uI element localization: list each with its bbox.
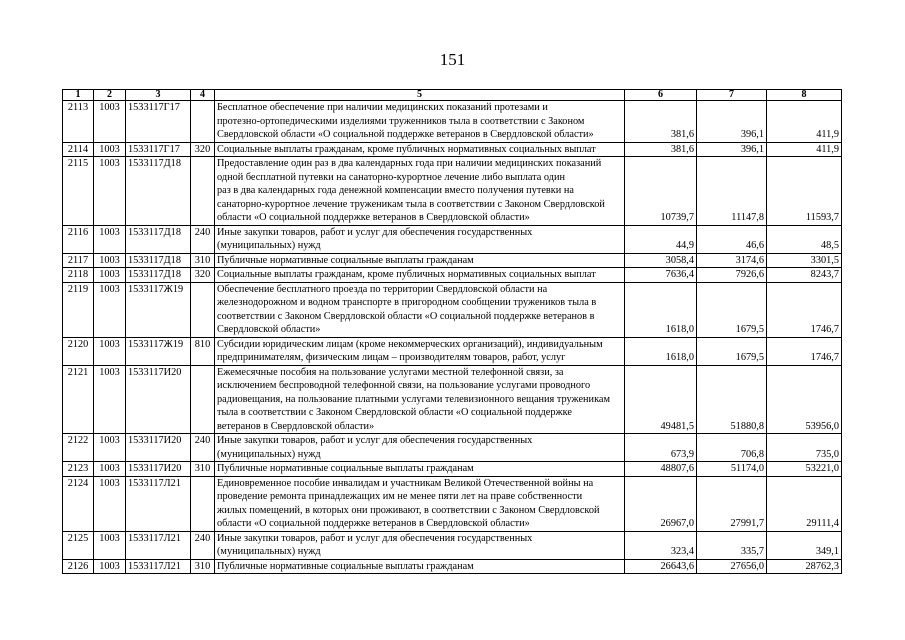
section-code-cell: 1003 xyxy=(94,101,126,143)
description-cell xyxy=(215,101,625,143)
amount-cell: 673,9 xyxy=(625,434,697,462)
table-row xyxy=(63,101,842,143)
table-row xyxy=(63,476,842,531)
amount-cell: 10739,7 xyxy=(625,157,697,226)
row-number-cell: 2113 xyxy=(63,101,94,143)
table-row xyxy=(63,142,842,157)
description-cell xyxy=(215,282,625,337)
description-line: Иные закупки товаров, работ и услуг для обеспечения государственных xyxy=(217,226,533,238)
description-cell xyxy=(215,268,625,283)
amount-cell: 381,6 xyxy=(625,101,697,143)
column-header: 2 xyxy=(94,90,126,101)
description-cell xyxy=(215,365,625,434)
target-article-cell: 1533117Д18 xyxy=(126,157,191,226)
amount-cell: 349,1 xyxy=(767,531,842,559)
target-article-cell: 1533117Г17 xyxy=(126,101,191,143)
amount-cell: 46,6 xyxy=(697,225,767,253)
amount-cell: 1746,7 xyxy=(767,337,842,365)
amount-cell: 381,6 xyxy=(625,142,697,157)
description-cell xyxy=(215,157,625,226)
amount-cell: 706,8 xyxy=(697,434,767,462)
expense-type-cell: 310 xyxy=(191,559,215,574)
expense-type-cell: 240 xyxy=(191,531,215,559)
amount-cell: 1618,0 xyxy=(625,282,697,337)
row-number-cell: 2120 xyxy=(63,337,94,365)
section-code-cell: 1003 xyxy=(94,282,126,337)
table-body xyxy=(63,101,842,574)
amount-cell: 7636,4 xyxy=(625,268,697,283)
description-line: тыла в соответствии с Законом Свердловской области «О социальной поддержке xyxy=(217,407,572,418)
amount-cell: 48807,6 xyxy=(625,462,697,477)
description-line: санаторно-курортное лечение труженикам тыла в соответствии с Законом Свердловской xyxy=(217,198,605,210)
column-header: 6 xyxy=(625,90,697,101)
description-line: Обеспечение бесплатного проезда по территории Свердловской области на xyxy=(217,283,548,295)
description-cell xyxy=(215,337,625,365)
table-row xyxy=(63,337,842,365)
amount-cell: 26967,0 xyxy=(625,476,697,531)
expense-type-cell: 810 xyxy=(191,337,215,365)
table-row xyxy=(63,365,842,434)
table-row xyxy=(63,282,842,337)
amount-cell: 51880,8 xyxy=(697,365,767,434)
row-number-cell: 2118 xyxy=(63,268,94,283)
description-line: Свердловской области» xyxy=(217,324,321,335)
column-header: 8 xyxy=(767,90,842,101)
description-line: Субсидии юридическим лицам (кроме некоммерческих организаций), индивидуальным xyxy=(217,338,603,350)
description-cell xyxy=(215,253,625,268)
table-row xyxy=(63,157,842,226)
target-article-cell: 1533117Д18 xyxy=(126,225,191,253)
amount-cell: 53221,0 xyxy=(767,462,842,477)
description-line: Бесплатное обеспечение при наличии медицинских показаний протезами и xyxy=(217,102,548,113)
target-article-cell: 1533117Ж19 xyxy=(126,282,191,337)
description-line: протезно-ортопедическими изделиями труженников тыла в соответствии с Законом xyxy=(217,115,585,127)
target-article-cell: 1533117Л21 xyxy=(126,531,191,559)
target-article-cell: 1533117Л21 xyxy=(126,559,191,574)
description-line: железнодорожном и водном транспорте в пригородном сообщении тружеников тыла в xyxy=(217,297,597,308)
amount-cell: 48,5 xyxy=(767,225,842,253)
amount-cell: 1679,5 xyxy=(697,337,767,365)
amount-cell: 27656,0 xyxy=(697,559,767,574)
description-line: предпринимателям, физическим лицам – производителям товаров, работ, услуг xyxy=(217,352,566,363)
description-cell xyxy=(215,225,625,253)
amount-cell: 7926,6 xyxy=(697,268,767,283)
description-line: (муниципальных) нужд xyxy=(217,448,321,460)
amount-cell: 44,9 xyxy=(625,225,697,253)
description-line: Публичные нормативные социальные выплаты гражданам xyxy=(217,463,474,474)
section-code-cell: 1003 xyxy=(94,142,126,157)
section-code-cell: 1003 xyxy=(94,253,126,268)
section-code-cell: 1003 xyxy=(94,337,126,365)
amount-cell: 28762,3 xyxy=(767,559,842,574)
target-article-cell: 1533117Д18 xyxy=(126,253,191,268)
expense-type-cell xyxy=(191,282,215,337)
description-cell xyxy=(215,462,625,477)
section-code-cell: 1003 xyxy=(94,531,126,559)
description-cell xyxy=(215,559,625,574)
amount-cell: 1746,7 xyxy=(767,282,842,337)
row-number-cell: 2125 xyxy=(63,531,94,559)
description-line: Единовременное пособие инвалидам и участникам Великой Отечественной войны на xyxy=(217,477,594,489)
target-article-cell: 1533117И20 xyxy=(126,462,191,477)
amount-cell: 335,7 xyxy=(697,531,767,559)
section-code-cell: 1003 xyxy=(94,434,126,462)
description-line: исключением беспроводной телефонной связи, на пользование услугами проводного xyxy=(217,380,591,391)
budget-table xyxy=(62,89,842,574)
column-header: 4 xyxy=(191,90,215,101)
description-line: Предоставление один раз в два календарных года при наличии медицинских показаний xyxy=(217,158,602,169)
description-line: Публичные нормативные социальные выплаты гражданам xyxy=(217,560,474,572)
target-article-cell: 1533117И20 xyxy=(126,434,191,462)
row-number-cell: 2124 xyxy=(63,476,94,531)
row-number-cell: 2126 xyxy=(63,559,94,574)
description-line: области «О социальной поддержке ветеранов в Свердловской области» xyxy=(217,518,530,529)
section-code-cell: 1003 xyxy=(94,365,126,434)
description-line: одной бесплатной путевки на санаторно-курортное лечение либо выплата один xyxy=(217,171,566,183)
target-article-cell: 1533117Г17 xyxy=(126,142,191,157)
table-header-row xyxy=(63,90,842,101)
amount-cell: 8243,7 xyxy=(767,268,842,283)
row-number-cell: 2115 xyxy=(63,157,94,226)
section-code-cell: 1003 xyxy=(94,157,126,226)
amount-cell: 323,4 xyxy=(625,531,697,559)
table-row xyxy=(63,225,842,253)
description-line: Социальные выплаты гражданам, кроме публичных нормативных социальных выплат xyxy=(217,269,596,280)
column-header: 5 xyxy=(215,90,625,101)
table-row xyxy=(63,268,842,283)
amount-cell: 3058,4 xyxy=(625,253,697,268)
description-line: Иные закупки товаров, работ и услуг для обеспечения государственных xyxy=(217,435,533,446)
description-line: Ежемесячные пособия на пользование услугами местной телефонной связи, за xyxy=(217,366,564,378)
description-line: проведение ремонта принадлежащих им не менее пяти лет на праве собственности xyxy=(217,491,583,502)
description-cell xyxy=(215,434,625,462)
expense-type-cell: 240 xyxy=(191,434,215,462)
section-code-cell: 1003 xyxy=(94,268,126,283)
amount-cell: 411,9 xyxy=(767,101,842,143)
amount-cell: 3174,6 xyxy=(697,253,767,268)
amount-cell: 3301,5 xyxy=(767,253,842,268)
amount-cell: 29111,4 xyxy=(767,476,842,531)
row-number-cell: 2116 xyxy=(63,225,94,253)
description-line: (муниципальных) нужд xyxy=(217,240,321,251)
target-article-cell: 1533117Ж19 xyxy=(126,337,191,365)
section-code-cell: 1003 xyxy=(94,476,126,531)
description-line: радиовещания, на пользование платными услугами телевизионного вещания труженикам xyxy=(217,393,610,405)
description-line: Социальные выплаты гражданам, кроме публичных нормативных социальных выплат xyxy=(217,143,596,155)
description-cell xyxy=(215,142,625,157)
amount-cell: 1618,0 xyxy=(625,337,697,365)
amount-cell: 735,0 xyxy=(767,434,842,462)
row-number-cell: 2121 xyxy=(63,365,94,434)
description-line: области «О социальной поддержке ветеранов в Свердловской области» xyxy=(217,212,530,223)
section-code-cell: 1003 xyxy=(94,559,126,574)
column-header: 7 xyxy=(697,90,767,101)
amount-cell: 11147,8 xyxy=(697,157,767,226)
description-line: Свердловской области «О социальной поддержке ветеранов в Свердловской области» xyxy=(217,129,594,140)
row-number-cell: 2119 xyxy=(63,282,94,337)
amount-cell: 49481,5 xyxy=(625,365,697,434)
expense-type-cell xyxy=(191,476,215,531)
target-article-cell: 1533117И20 xyxy=(126,365,191,434)
row-number-cell: 2117 xyxy=(63,253,94,268)
amount-cell: 396,1 xyxy=(697,101,767,143)
target-article-cell: 1533117Л21 xyxy=(126,476,191,531)
description-line: Иные закупки товаров, работ и услуг для обеспечения государственных xyxy=(217,532,533,544)
description-line: соответствии с Законом Свердловской области «О социальной поддержке ветеранов в xyxy=(217,310,595,322)
amount-cell: 26643,6 xyxy=(625,559,697,574)
description-cell xyxy=(215,531,625,559)
description-line: жилых помещений, в которых они проживают, в соответствии с Законом Свердловской xyxy=(217,504,600,516)
section-code-cell: 1003 xyxy=(94,225,126,253)
table-row xyxy=(63,253,842,268)
table-row xyxy=(63,559,842,574)
table-row xyxy=(63,531,842,559)
amount-cell: 396,1 xyxy=(697,142,767,157)
row-number-cell: 2122 xyxy=(63,434,94,462)
description-line: раз в два календарных года денежной компенсации вместо получения путевки на xyxy=(217,185,574,196)
expense-type-cell xyxy=(191,365,215,434)
description-line: Публичные нормативные социальные выплаты гражданам xyxy=(217,254,474,266)
column-header: 1 xyxy=(63,90,94,101)
expense-type-cell: 310 xyxy=(191,462,215,477)
target-article-cell: 1533117Д18 xyxy=(126,268,191,283)
table-row xyxy=(63,462,842,477)
expense-type-cell: 320 xyxy=(191,142,215,157)
table-row xyxy=(63,434,842,462)
amount-cell: 1679,5 xyxy=(697,282,767,337)
section-code-cell: 1003 xyxy=(94,462,126,477)
description-line: ветеранов в Свердловской области» xyxy=(217,420,375,432)
expense-type-cell xyxy=(191,157,215,226)
amount-cell: 27991,7 xyxy=(697,476,767,531)
row-number-cell: 2114 xyxy=(63,142,94,157)
amount-cell: 11593,7 xyxy=(767,157,842,226)
amount-cell: 51174,0 xyxy=(697,462,767,477)
description-cell xyxy=(215,476,625,531)
amount-cell: 53956,0 xyxy=(767,365,842,434)
expense-type-cell: 310 xyxy=(191,253,215,268)
column-header: 3 xyxy=(126,90,191,101)
page-number: 151 xyxy=(439,50,466,69)
amount-cell: 411,9 xyxy=(767,142,842,157)
expense-type-cell: 320 xyxy=(191,268,215,283)
row-number-cell: 2123 xyxy=(63,462,94,477)
description-line: (муниципальных) нужд xyxy=(217,546,321,557)
expense-type-cell xyxy=(191,101,215,143)
expense-type-cell: 240 xyxy=(191,225,215,253)
